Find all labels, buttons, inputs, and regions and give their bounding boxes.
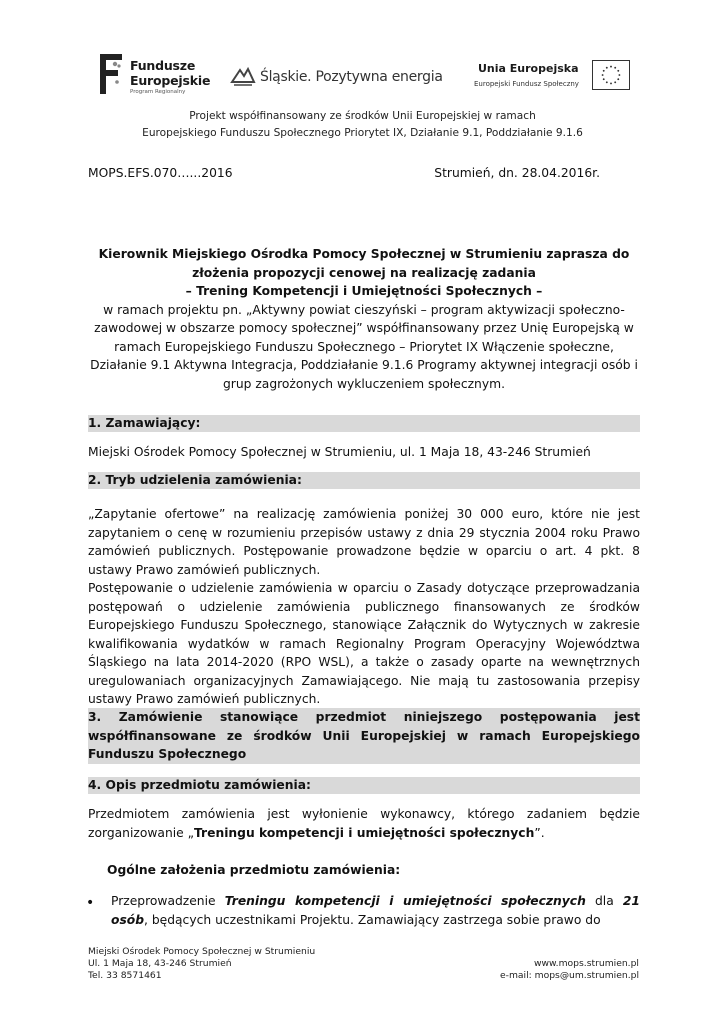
bullet-item xyxy=(111,892,640,929)
unia-europejska-logo xyxy=(474,58,638,98)
intro-line-6: ramach Europejskiego Funduszu Społecznego – Priorytet IX Włączenie społeczne, xyxy=(114,339,614,354)
section-2-text xyxy=(88,505,640,709)
place-date: Strumień, dn. 28.04.2016r. xyxy=(434,166,600,180)
section-2-paragraph-1: „Zapytanie ofertowe” na realizację zamówienia poniżej 30 000 euro, które nie jest zapytaniem o cenę w rozumieniu przepisów ustawy z dnia 29 stycznia 2004 roku Prawo zamówień publicznych. Postępowanie prowadzone będzie w oparciu o art. 4 pkt. 8 ustawy Prawo zamówień publicznych. xyxy=(88,507,640,577)
section-4-text-start: Przedmiotem zamówienia jest wyłonienie wykonawcy, którego zadaniem będzie zorganizowanie „ xyxy=(88,807,640,840)
logo-bar xyxy=(88,44,638,106)
intro-block xyxy=(88,245,640,393)
footer-phone: Tel. 33 8571461 xyxy=(88,970,162,981)
bullet-part-d: 21 osób xyxy=(111,894,640,927)
footer-email[interactable]: e-mail: mops@um.strumien.pl xyxy=(499,970,639,981)
section-4-heading: 4. Opis przedmiotu zamówienia: xyxy=(88,777,640,794)
logo-fe-line1: Fundusze xyxy=(130,58,196,73)
intro-bold-2: złożenia propozycji cenowej na realizację zadania xyxy=(192,265,536,280)
section-1-heading: 1. Zamawiający: xyxy=(88,415,640,432)
logo-ue-line2: Europejski Fundusz Społeczny xyxy=(474,80,579,88)
eu-flag-icon xyxy=(592,60,630,90)
section-3-heading: 3. Zamówienie stanowiące przedmiot niniejszego postępowania jest współfinansowane ze środków Unii Europejskiej w ramach Europejskiego Funduszu Społecznego xyxy=(88,708,640,764)
bullet-part-e: , będących uczestnikami Projektu. Zamawiający zastrzega sobie prawo do xyxy=(144,912,601,927)
slaskie-logo xyxy=(230,66,443,90)
intro-bold-1: Kierownik Miejskiego Ośrodka Pomocy Społecznej w Strumieniu zaprasza do xyxy=(98,247,630,261)
bullet-part-c: dla xyxy=(585,894,623,908)
bullet-dot-icon: • xyxy=(86,895,95,911)
intro-bold-3: – Trening Kompetencji i Umiejętności Społecznych – xyxy=(185,284,543,298)
reference-line xyxy=(88,166,640,180)
footer-left xyxy=(88,946,315,982)
slaskie-mark-icon xyxy=(230,66,256,88)
bullet-part-a: Przeprowadzenie xyxy=(111,894,225,908)
logo-ue-line1: Unia Europejska xyxy=(478,62,579,75)
section-2-heading: 2. Tryb udzielenia zamówienia: xyxy=(88,472,640,489)
section-4-text-bold: Treningu kompetencji i umiejętności społecznych xyxy=(194,825,535,840)
zamawiajacy-address: Miejski Ośrodek Pomocy Społecznej w Strumieniu, ul. 1 Maja 18, 43-246 Strumień xyxy=(88,445,591,459)
section-4-text xyxy=(88,805,640,842)
section-4-text-end: ”. xyxy=(534,825,545,840)
intro-line-8: grup zagrożonych wykluczeniem społecznym. xyxy=(222,376,506,391)
ogolne-zalozenia-heading: Ogólne założenia przedmiotu zamówienia: xyxy=(107,863,401,877)
section-4-paragraph xyxy=(88,805,640,842)
fundusze-europejskie-mark-icon xyxy=(96,52,126,96)
section-2-paragraph-2: Postępowanie o udzielenie zamówienia w oparciu o Zasady dotyczące przeprowadzania postępowań o udzielenie zamówienia publicznego finansowanych ze środków Europejskiego Funduszu Społecznego, stanowiące Załącznik do Wytycznych w zakresie kwalifikowania wydatków w ramach Regionalny Program Operacyjny Województwa Śląskiego na lata 2014-2020 (RPO WSL), a także o zasady oparte na wewnętrznych uregulowaniach organizacyjnych Zamawiającego. Nie mają tu zastosowania przepisy ustawy Prawo zamówień publicznych. xyxy=(88,581,640,706)
intro-line-7: Działanie 9.1 Aktywna Integracja, Poddziałanie 9.1.6 Programy aktywnej integracji osób i xyxy=(90,358,638,372)
logo-fe-line2: Europejskie xyxy=(130,73,211,88)
project-line-1: Projekt współfinansowany ze środków Unii Europejskiej w ramach xyxy=(189,110,536,122)
logo-fe-line3: Program Regionalny xyxy=(130,89,186,95)
reference-number: MOPS.EFS.070…...2016 xyxy=(88,166,233,180)
section-1-text xyxy=(88,443,640,462)
fundusze-europejskie-logo xyxy=(96,52,216,100)
project-line-2: Europejskiego Funduszu Społecznego Priorytet IX, Działanie 9.1, Poddziałanie 9.1.6 xyxy=(142,127,583,139)
bullet-part-b: Treningu kompetencji i umiejętności społecznych xyxy=(224,894,586,908)
intro-line-4: w ramach projektu pn. „Aktywny powiat cieszyński – program aktywizacji społeczno- xyxy=(103,302,625,317)
footer-org: Miejski Ośrodek Pomocy Społecznej w Strumieniu xyxy=(88,946,316,957)
footer-www[interactable]: www.mops.strumien.pl xyxy=(533,958,639,969)
footer-right xyxy=(500,958,639,982)
intro-line-5: zawodowej w obszarze pomocy społecznej” współfinansowany przez Unię Europejską w xyxy=(94,321,634,335)
logo-slaskie-text: Śląskie. Pozytywna energia xyxy=(260,69,443,85)
footer-address: Ul. 1 Maja 18, 43-246 Strumień xyxy=(88,958,232,969)
